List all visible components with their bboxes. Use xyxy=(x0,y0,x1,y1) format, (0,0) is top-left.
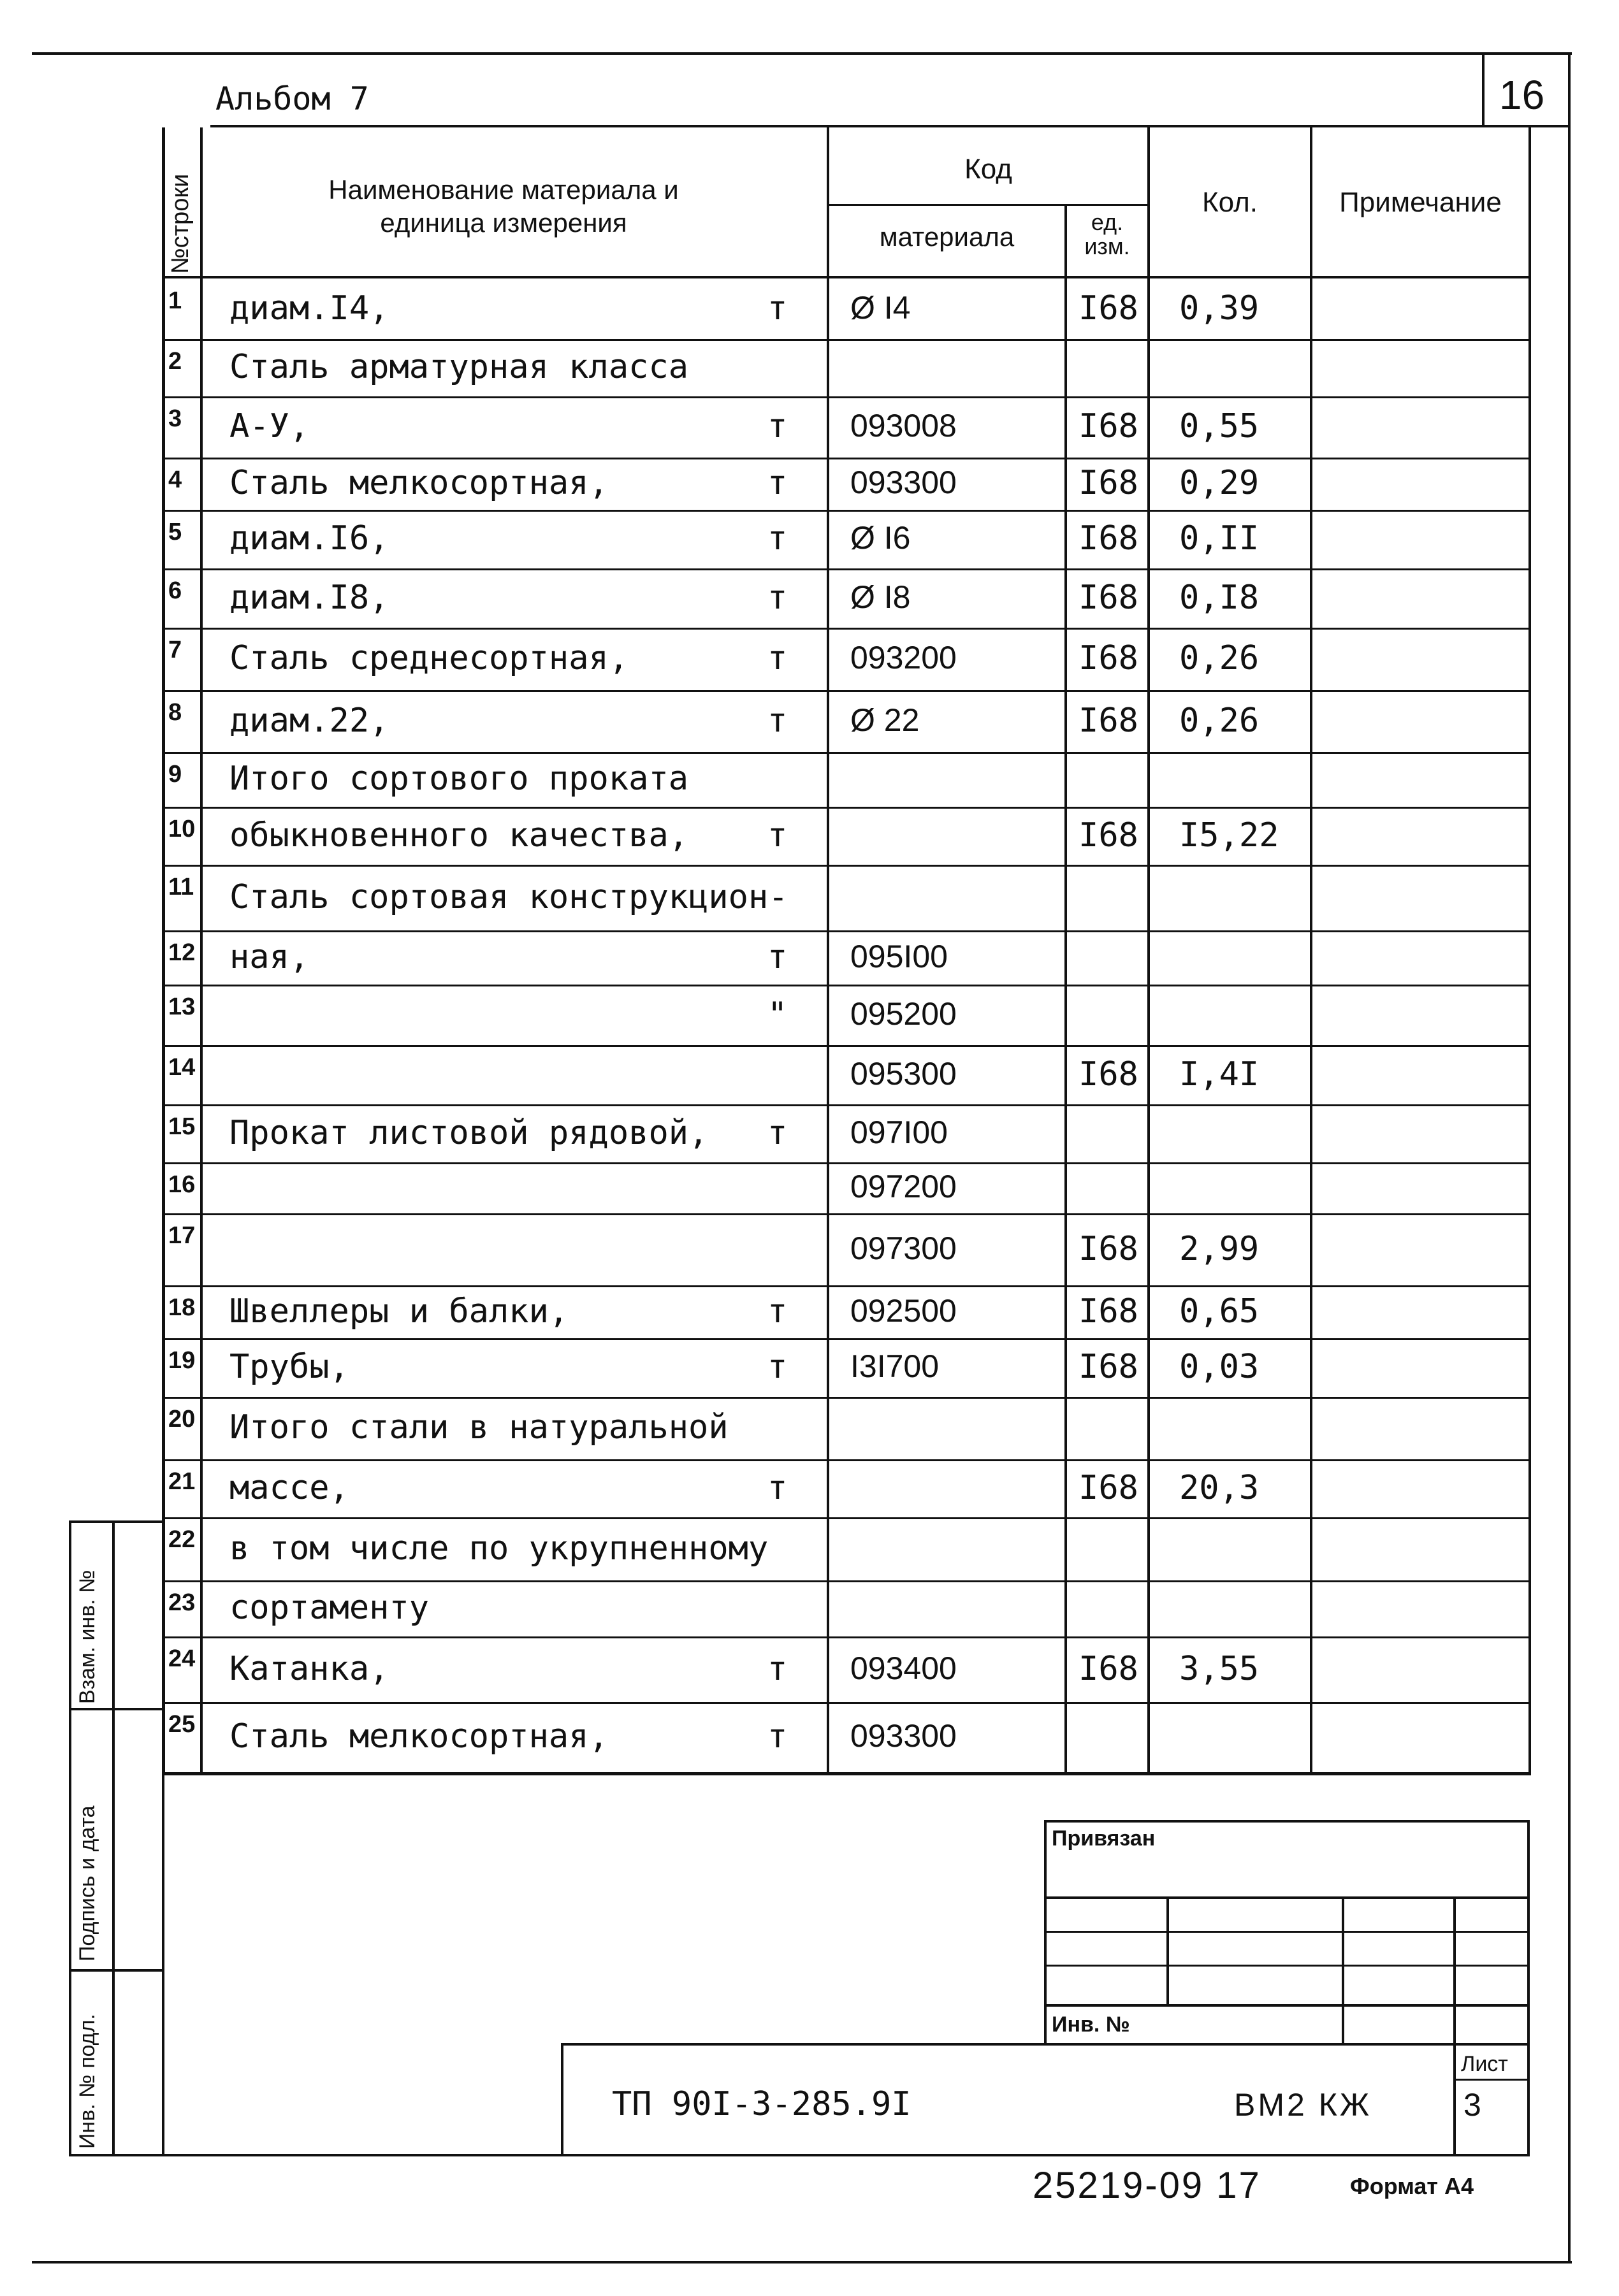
unit: т xyxy=(767,464,788,502)
unit-code-header: ед. изм. xyxy=(1084,209,1130,259)
row-divider xyxy=(162,1702,1531,1704)
unit: т xyxy=(767,1650,788,1688)
note-header: Примечание xyxy=(1339,187,1502,218)
unit: т xyxy=(767,579,788,617)
row-divider xyxy=(162,339,1531,341)
material-code: Ø I8 xyxy=(850,579,911,615)
material-code: 095300 xyxy=(850,1056,957,1092)
material-name: А-У, xyxy=(229,407,310,445)
row-divider xyxy=(162,510,1531,512)
sheet-label: Лист xyxy=(1461,2052,1508,2076)
table-row xyxy=(162,339,1531,396)
material-name: Катанка, xyxy=(229,1650,389,1688)
side-col-mid xyxy=(112,1520,115,2155)
row-divider xyxy=(162,1104,1531,1106)
material-header: материала xyxy=(879,222,1015,252)
row-number: 8 xyxy=(168,699,182,726)
stamp-col-1 xyxy=(1166,1896,1169,2004)
table-row xyxy=(162,1636,1531,1702)
row-divider xyxy=(162,1285,1531,1287)
quantity: 3,55 xyxy=(1179,1650,1260,1688)
stamp-main-left xyxy=(561,2043,563,2155)
row-number: 21 xyxy=(168,1468,196,1495)
row-number: 19 xyxy=(168,1347,196,1374)
unit: т xyxy=(767,407,788,445)
row-divider xyxy=(162,1580,1531,1582)
unit-code: I68 xyxy=(1078,1230,1138,1268)
row-divider xyxy=(162,628,1531,630)
vzam-inv-label: Взам. инв. № xyxy=(75,1570,99,1704)
quantity: 0,26 xyxy=(1179,639,1260,677)
unit-code: I68 xyxy=(1078,702,1138,740)
row-number: 15 xyxy=(168,1113,196,1140)
row-number: 16 xyxy=(168,1171,196,1198)
material-name: Сталь мелкосортная, xyxy=(229,464,609,502)
quantity: 0,39 xyxy=(1179,289,1260,328)
material-name: Прокат листовой рядовой, xyxy=(229,1114,709,1152)
quantity: 0,26 xyxy=(1179,702,1260,740)
row-divider xyxy=(162,1636,1531,1638)
row-number: 1 xyxy=(168,287,182,314)
side-frame-right xyxy=(162,1774,164,2155)
album-title: Альбом 7 xyxy=(215,80,369,117)
stamp-col-2 xyxy=(1342,1896,1344,2044)
quantity: 0,I8 xyxy=(1179,579,1260,617)
table-row xyxy=(162,1104,1531,1162)
row-divider xyxy=(162,396,1531,398)
table-row xyxy=(162,752,1531,807)
material-name: ная, xyxy=(229,938,310,976)
sheet-label-line xyxy=(1453,2079,1530,2081)
inv-no-label: Инв. № xyxy=(1052,2012,1130,2037)
row-divider xyxy=(162,1517,1531,1519)
row-number: 7 xyxy=(168,637,182,663)
quantity: 2,99 xyxy=(1179,1230,1260,1268)
stamp-line-4 xyxy=(1044,2004,1530,2007)
row-number: 3 xyxy=(168,405,182,432)
unit: т xyxy=(767,1114,788,1152)
material-name: в том числе по укрупненному xyxy=(229,1529,769,1568)
header-underline xyxy=(210,125,1571,127)
order-number: 25219-09 17 xyxy=(1033,2165,1261,2206)
format-label: Формат А4 xyxy=(1350,2173,1474,2199)
quantity: I5,22 xyxy=(1179,816,1279,855)
stamp-col-3 xyxy=(1453,1896,1456,2155)
table-row xyxy=(162,1459,1531,1517)
row-number: 18 xyxy=(168,1294,196,1321)
podpis-data-label: Подпись и дата xyxy=(75,1805,99,1961)
material-name: Швеллеры и балки, xyxy=(229,1292,569,1331)
material-name: Трубы, xyxy=(229,1348,349,1386)
unit: т xyxy=(767,938,788,976)
material-code: 097200 xyxy=(850,1169,957,1204)
material-code: 092500 xyxy=(850,1293,957,1329)
row-divider xyxy=(162,1397,1531,1399)
material-code: Ø I6 xyxy=(850,520,911,556)
row-divider xyxy=(162,865,1531,867)
table-row xyxy=(162,690,1531,752)
material-name: обыкновенного качества, xyxy=(229,816,689,855)
qty-header: Кол. xyxy=(1202,187,1258,218)
table-row xyxy=(162,1285,1531,1338)
row-number: 25 xyxy=(168,1711,196,1738)
table-row xyxy=(162,807,1531,865)
material-name: диам.I8, xyxy=(229,579,389,617)
table-row xyxy=(162,628,1531,690)
material-name: диам.22, xyxy=(229,702,389,740)
material-code: 097300 xyxy=(850,1231,957,1266)
table-row xyxy=(162,1517,1531,1580)
row-number: 20 xyxy=(168,1406,196,1433)
table-row xyxy=(162,510,1531,568)
unit-code: I68 xyxy=(1078,1292,1138,1331)
side-bottom xyxy=(69,2154,1530,2156)
unit: " xyxy=(767,995,788,1034)
unit: т xyxy=(767,702,788,740)
header-subline xyxy=(827,204,1150,206)
table-row xyxy=(162,1397,1531,1459)
table-row xyxy=(162,930,1531,985)
side-col-left xyxy=(69,1520,71,2155)
unit: т xyxy=(767,1469,788,1507)
material-code: Ø 22 xyxy=(850,702,920,738)
material-name: сортаменту xyxy=(229,1589,430,1627)
material-name: Итого стали в натуральной xyxy=(229,1408,729,1447)
name-header: Наименование материала и единица измерения xyxy=(328,175,679,238)
row-divider xyxy=(162,1045,1531,1047)
top-border xyxy=(32,52,1572,55)
row-divider xyxy=(162,1213,1531,1215)
unit-code: I68 xyxy=(1078,464,1138,502)
material-name: диам.I4, xyxy=(229,289,389,328)
material-name: Сталь среднесортная, xyxy=(229,639,629,677)
row-divider xyxy=(162,985,1531,986)
unit-code: I68 xyxy=(1078,1348,1138,1386)
stamp-line-2 xyxy=(1044,1931,1530,1933)
row-number: 22 xyxy=(168,1526,196,1553)
row-divider xyxy=(162,690,1531,692)
row-divider xyxy=(162,752,1531,754)
stamp-right xyxy=(1527,1820,1530,2155)
row-divider xyxy=(162,458,1531,459)
row-number: 14 xyxy=(168,1054,196,1081)
material-code: 093200 xyxy=(850,640,957,675)
unit: т xyxy=(767,1717,788,1756)
stamp-main-top xyxy=(561,2043,1530,2046)
material-code: 095200 xyxy=(850,996,957,1032)
row-divider xyxy=(162,1459,1531,1461)
row-number: 2 xyxy=(168,348,182,375)
side-sep-2 xyxy=(69,1969,164,1972)
bottom-border xyxy=(32,2261,1572,2264)
unit-code: I68 xyxy=(1078,1469,1138,1507)
table-row xyxy=(162,1580,1531,1636)
unit: т xyxy=(767,1348,788,1386)
material-name: Сталь мелкосортная, xyxy=(229,1717,609,1756)
row-divider xyxy=(162,807,1531,809)
row-number: 4 xyxy=(168,466,182,493)
drawing-mark: ВМ2 КЖ xyxy=(1234,2087,1372,2123)
row-number: 10 xyxy=(168,816,196,842)
quantity: 0,55 xyxy=(1179,407,1260,445)
code-header: Код xyxy=(964,154,1012,185)
quantity: 0,03 xyxy=(1179,1348,1260,1386)
row-number-header: №строки xyxy=(167,173,194,274)
table-row xyxy=(162,865,1531,930)
table-row xyxy=(162,1162,1531,1213)
material-code: Ø I4 xyxy=(850,290,911,326)
stamp-top xyxy=(1044,1820,1530,1823)
unit: т xyxy=(767,1292,788,1331)
row-number: 6 xyxy=(168,577,182,604)
unit-code: I68 xyxy=(1078,1055,1138,1094)
table-row xyxy=(162,278,1531,339)
row-number: 24 xyxy=(168,1645,196,1672)
document-code: ТП 90I-3-285.9I xyxy=(612,2085,911,2123)
material-code: 095I00 xyxy=(850,939,948,974)
quantity: 0,29 xyxy=(1179,464,1260,502)
table-row xyxy=(162,1213,1531,1285)
material-name: Итого сортового проката xyxy=(229,760,689,798)
table-row xyxy=(162,1338,1531,1397)
page-number-divider xyxy=(1482,52,1485,127)
unit-code: I68 xyxy=(1078,816,1138,855)
row-divider xyxy=(162,1162,1531,1164)
unit: т xyxy=(767,639,788,677)
table-row xyxy=(162,458,1531,510)
inv-podl-label: Инв. № подл. xyxy=(75,2014,99,2149)
material-name: массе, xyxy=(229,1469,349,1507)
right-border xyxy=(1568,52,1571,2264)
row-divider xyxy=(162,930,1531,932)
table-row xyxy=(162,985,1531,1045)
unit-code: I68 xyxy=(1078,407,1138,445)
unit-code: I68 xyxy=(1078,1650,1138,1688)
stamp-line-1 xyxy=(1044,1896,1530,1899)
unit-code: I68 xyxy=(1078,289,1138,328)
unit-code: I68 xyxy=(1078,639,1138,677)
row-number: 13 xyxy=(168,993,196,1020)
table-bottom-line xyxy=(162,1772,1531,1775)
unit-code: I68 xyxy=(1078,579,1138,617)
sheet-number: 3 xyxy=(1463,2087,1481,2123)
unit-code: I68 xyxy=(1078,519,1138,558)
row-number: 23 xyxy=(168,1589,196,1616)
material-name: диам.I6, xyxy=(229,519,389,558)
quantity: I,4I xyxy=(1179,1055,1260,1094)
row-number: 9 xyxy=(168,761,182,788)
privyazan-label: Привязан xyxy=(1052,1826,1156,1851)
row-number: 17 xyxy=(168,1222,196,1249)
material-code: 093400 xyxy=(850,1650,957,1686)
quantity: 20,3 xyxy=(1179,1469,1260,1507)
material-name: Сталь сортовая конструкцион- xyxy=(229,878,788,916)
quantity: 0,II xyxy=(1179,519,1260,558)
page-number: 16 xyxy=(1499,72,1545,118)
material-code: I3I700 xyxy=(850,1348,940,1384)
row-number: 11 xyxy=(168,874,194,900)
row-divider xyxy=(162,568,1531,570)
unit: т xyxy=(767,289,788,328)
unit: т xyxy=(767,816,788,855)
stamp-line-3 xyxy=(1044,1965,1530,1967)
side-top xyxy=(69,1520,164,1523)
material-code: 093300 xyxy=(850,465,957,500)
unit: т xyxy=(767,519,788,558)
row-number: 12 xyxy=(168,939,196,966)
row-number: 5 xyxy=(168,519,182,545)
table-row xyxy=(162,568,1531,628)
side-sep-1 xyxy=(69,1708,164,1710)
material-code: 093008 xyxy=(850,408,957,444)
table-row xyxy=(162,1045,1531,1104)
material-code: 093300 xyxy=(850,1718,957,1754)
material-name: Сталь арматурная класса xyxy=(229,348,689,386)
quantity: 0,65 xyxy=(1179,1292,1260,1331)
material-code: 097I00 xyxy=(850,1115,948,1150)
table-row xyxy=(162,396,1531,458)
row-divider xyxy=(162,1338,1531,1340)
table-row xyxy=(162,1702,1531,1772)
